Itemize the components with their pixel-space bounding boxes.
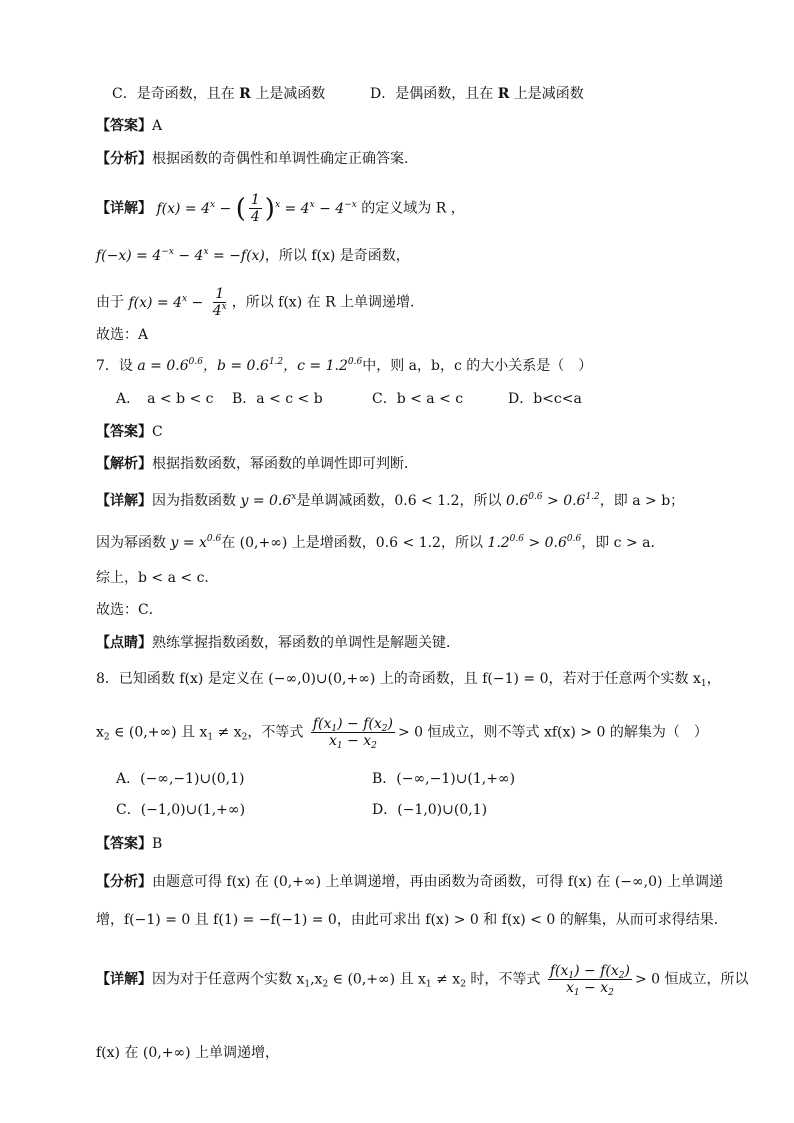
- q7-option-a: A． a < b < c: [116, 391, 214, 407]
- q8-answer: 【答案】B: [96, 836, 163, 852]
- q8-stem-2: $x_2$ ∈ (0,+∞) 且 $x_1 \ne x_2$，不等式 $\frac{f(x_1) - f(x_2)}{x_1 - x_2}$ > 0 恒成立，则不等式 xf(x) > 0 的解集为（ ）: [96, 716, 708, 751]
- q6-option-d: D．是偶函数，且在 R 上是减函数: [370, 86, 584, 102]
- q8-stem-1: 8．已知函数 f(x) 是定义在 (−∞,0)∪(0,+∞) 上的奇函数，且 f(−1) = 0，若对于任意两个实数 $x_1$，: [96, 671, 721, 689]
- q7-option-d: D．b<c<a: [508, 391, 582, 407]
- q6-option-c: C．是奇函数，且在 R 上是减函数: [112, 86, 326, 102]
- q7-analysis: 【解析】根据指数函数，幂函数的单调性即可判断．: [96, 456, 418, 472]
- q7-option-c: C．b < a < c: [372, 391, 464, 407]
- q7-summary: 综上，b < a < c．: [96, 570, 219, 586]
- q6-detail-1: 【详解】 $f(x) = 4^x$ − ( $\frac{1}{4}$ )$^x = 4^x - 4^{-x}$ 的定义域为 R ，: [96, 192, 465, 225]
- q7-review: 【点睛】熟练掌握指数函数，幂函数的单调性是解题关键．: [96, 635, 460, 651]
- q8-analysis-1: 【分析】由题意可得 f(x) 在 (0,+∞) 上单调递增，再由函数为奇函数，可得 f(x) 在 (−∞,0) 上单调递: [96, 874, 723, 890]
- q7-answer: 【答案】C: [96, 424, 163, 440]
- q6-detail-2: $f(-x) = 4^{-x} - 4^x = -f(x)$，所以 f(x) 是奇函数，: [96, 247, 410, 264]
- q6-detail-3: 由于 $f(x) = 4^x$ − $\frac{1}{4^x}$ ，所以 f(x) 在 R 上单调递增.: [96, 286, 415, 319]
- q8-detail-quotient: $\frac{f(x_1) - f(x_2)}{x_1 - x_2}$: [549, 963, 630, 998]
- q7-compare-1: $0.6^{0.6} > 0.6^{1.2}$: [505, 492, 600, 509]
- q7-compare-2: $1.2^{0.6} > 0.6^{0.6}$: [487, 534, 582, 551]
- q7-stem: 7．设 $a = 0.6^{0.6}$，$b = 0.6^{1.2}$，$c = 1.2^{0.6}$中，则 a，b，c 的大小关系是（ ）: [96, 357, 593, 374]
- q7-exp-func: $y = 0.6^x$: [240, 492, 297, 509]
- q7-values: $a = 0.6^{0.6}$，$b = 0.6^{1.2}$，$c = 1.2^{0.6}$: [137, 357, 363, 374]
- q7-detail-2: 因为幂函数 $y = x^{0.6}$在 (0,+∞) 上是增函数，0.6 < 1.2，所以 $1.2^{0.6} > 0.6^{0.6}$，即 c > a．: [96, 534, 665, 551]
- q8-detail-2: f(x) 在 (0,+∞) 上单调递增，: [96, 1045, 280, 1061]
- q8-difference-quotient: $\frac{f(x_1) - f(x_2)}{x_1 - x_2}$: [312, 716, 393, 751]
- q7-detail-1: 【详解】因为指数函数 $y = 0.6^x$是单调减函数，0.6 < 1.2，所以 $0.6^{0.6} > 0.6^{1.2}$，即 a > b；: [96, 492, 685, 509]
- q6-answer: 【答案】A: [96, 118, 163, 134]
- q6-odd-check: $f(-x) = 4^{-x} - 4^x = -f(x)$: [96, 247, 265, 264]
- q7-power-func: $y = x^{0.6}$: [170, 534, 222, 551]
- q6-choice: 故选：A: [96, 327, 149, 343]
- q8-option-d: D．(−1,0)∪(0,1): [372, 802, 488, 818]
- q8-detail-1: 【详解】因为对于任意两个实数 $x_1,x_2$ ∈ (0,+∞) 且 $x_1 \ne x_2$ 时，不等式 $\frac{f(x_1) - f(x_2)}{x_1 - x_2}$ > 0 恒成立，所以: [96, 963, 749, 998]
- q7-choice: 故选：C．: [96, 602, 163, 618]
- q8-option-c: C．(−1,0)∪(1,+∞): [116, 802, 246, 818]
- q6-analysis: 【分析】根据函数的奇偶性和单调性确定正确答案.: [96, 151, 409, 167]
- q7-option-b: B．a < c < b: [232, 391, 323, 407]
- q6-increasing-form: $f(x) = 4^x$ − $\frac{1}{4^x}$: [128, 286, 227, 319]
- q6-function-def: $f(x) = 4^x$ − ( $\frac{1}{4}$ )$^x = 4^x - 4^{-x}$: [156, 192, 357, 225]
- q8-option-b: B．(−∞,−1)∪(1,+∞): [372, 771, 516, 787]
- q8-analysis-2: 增，f(−1) = 0 且 f(1) = −f(−1) = 0，由此可求出 f(x) > 0 和 f(x) < 0 的解集，从而可求得结果．: [96, 912, 728, 928]
- q8-option-a: A．(−∞,−1)∪(0,1): [116, 771, 245, 787]
